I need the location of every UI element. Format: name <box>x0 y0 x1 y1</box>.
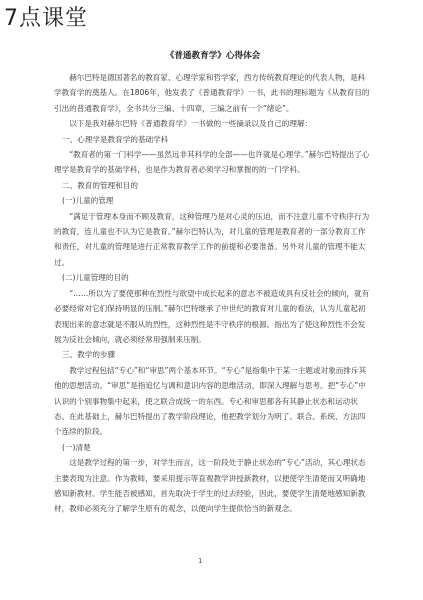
subsection-heading: (二)儿童管理的目的 <box>62 273 129 283</box>
subsection-heading: (一)儿童的管理 <box>62 196 114 206</box>
page-number: 1 <box>198 557 203 565</box>
paragraph: “教育者的第一门科学——虽然远非其科学的全部——也许就是心理学。”赫尔巴特提出了心理学是教育学的基础学科，也是作为教育者必须学习和掌握的的一门学科。 <box>54 150 370 175</box>
paragraph: 以下是我对赫尔巴特《普通教育学》一书做的一些摘录以及自己的理解： <box>69 119 313 129</box>
paragraph: 赫尔巴特是德国著名的教育家、心理学家和哲学家，西方传统教育理论的代表人物，是科学教育学的奠基人。在1806年，他发表了《普通教育学》一书，此书的理标题为《从教育目的引出的普通教育学》，全书共分三编、十四章，三编之前有一个“绪论”。 <box>54 73 370 113</box>
section-heading: 三、教学的步骤 <box>62 350 116 360</box>
paragraph: 这是教学过程的第一步，对学生而言，这一阶段处于静止状态的“专心”活动，其心理状态主要表现为注意。作为教师，要采用提示等直观教学讲授新教材，以便使学生清楚而又明确地感知新教材。学生能否被感知，首先取决于学生的过去经验，因此，要使学生清楚地感知新教材，教师必须充分了解学生原有的观念，以便向学生提供恰当的新观念。 <box>54 458 366 514</box>
paragraph: “……所以为了要使那种在烈性与欲望中成长起来的意志不被造成具有反社会的倾向，就有必要经常对它们保持明显的压制。”赫尔巴特继承了中世纪的教育对儿童的看法，认为儿童起初表现出来的意志就是不服从的烈性，这种烈性是不守秩序的根源。指出为了使这种烈性不会发展为反社会倾向，就必须经常用强制来压制。 <box>54 288 370 344</box>
page-header <box>0 0 423 40</box>
brand-logo-text: 7点课堂 <box>4 6 88 31</box>
paragraph: “满足于管理本身而不顾及教育，这种管理乃是对心灵的压迫，而不注意儿童不守秩序行为的教育，连儿童也不认为它是教育。”赫尔巴特认为，对儿童的管理是教育者的一部分教育工作和责任，对儿童的管理是进行正常教育教学工作的前提和必要准备。另外对儿童的管理不能太过。 <box>54 211 370 267</box>
subsection-heading: (一)清楚 <box>62 442 91 452</box>
document-title: 《普通教育学》心得体会 <box>165 51 261 61</box>
paragraph: 教学过程包括“专心”和“审思”两个基本环节。“专心”是指集中于某一主题或对象而排斥其他的思想活动。“审思”是指追忆与调和意识内容的思维活动，即深入理解与思考。把“专心”中认识的个别事物集中起来，使之联合成统一的东西。专心和审思都各有其静止状态和运动状态。在此基础上，赫尔巴特提出了教学阶段理论，他把教学划分为明了、联合、系统、方法四个连续的阶段。 <box>54 365 367 437</box>
section-heading: 二、教育的管理和目的 <box>62 180 138 190</box>
section-heading: 一、心理学是教育学的基础学科 <box>62 134 169 144</box>
document-body <box>54 48 372 517</box>
